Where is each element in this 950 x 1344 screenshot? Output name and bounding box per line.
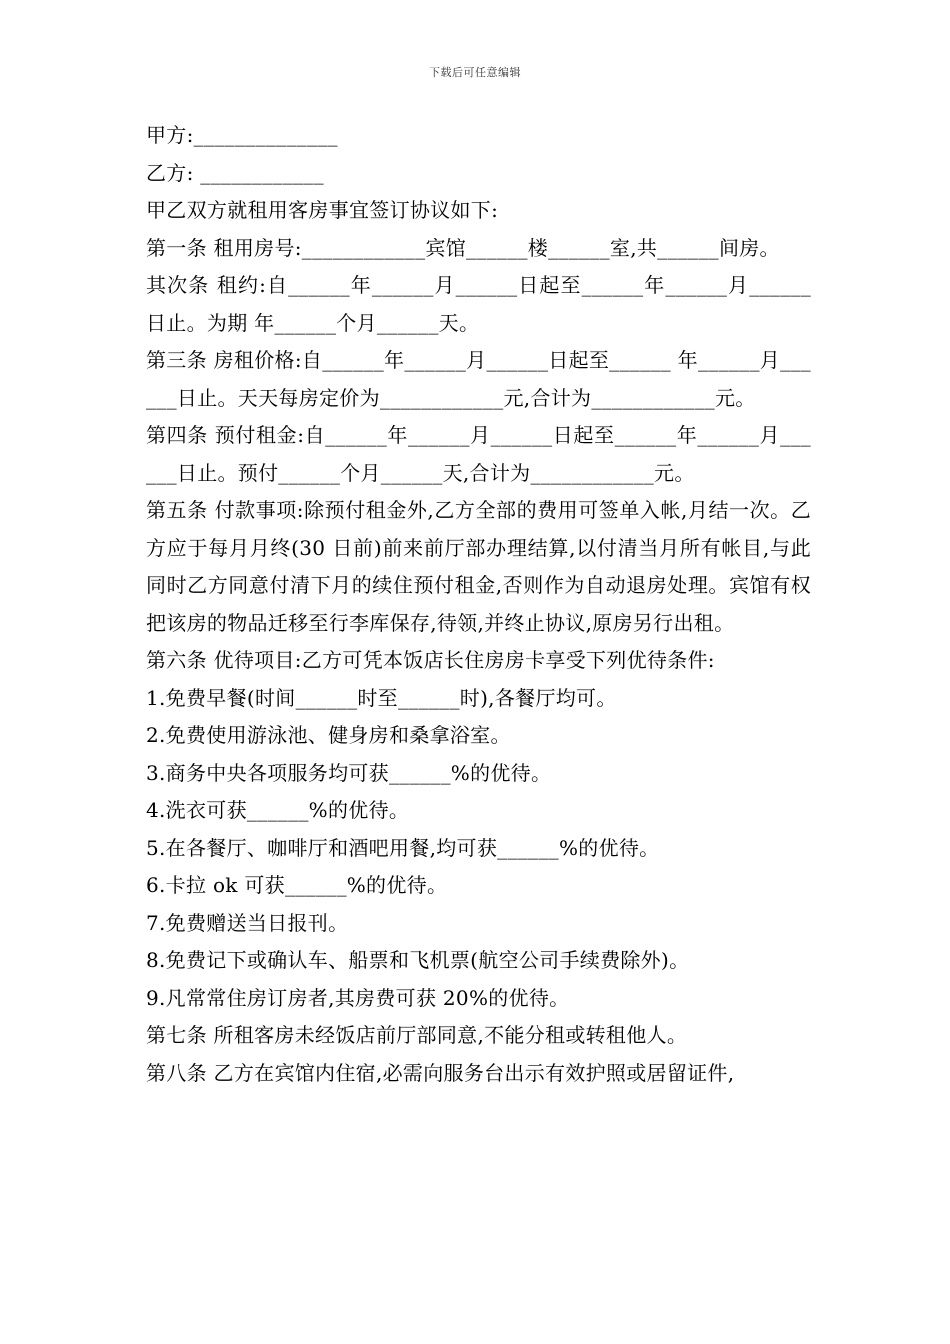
article-2: 其次条 租约:自______年______月______日起至______年______月______日止。为期 年______个月______天。 <box>146 273 811 335</box>
article-5: 第五条 付款事项:除预付租金外,乙方全部的费用可签单入帐,月结一次。乙方应于每月月终(30 日前)前来前厅部办理结算,以付清当月所有帐目,与此同时乙方同意付清下月的续住预付租金,否则作为自动退房处理。宾馆有权把该房的物品迁移至行李库保存,待领,并终止协议,原房另行出租。 <box>146 498 811 635</box>
contract-body <box>146 117 811 1092</box>
article-4: 第四条 预付租金:自______年______月______日起至______年______月______日止。预付______个月______天,合计为____________元。 <box>146 423 811 485</box>
benefit-item-3: 3.商务中央各项服务均可获______%的优待。 <box>146 760 552 785</box>
party-b-line: 乙方: ____________ <box>146 160 324 185</box>
article-8: 第八条 乙方在宾馆内住宿,必需向服务台出示有效护照或居留证件, <box>146 1060 735 1085</box>
benefit-item-9: 9.凡常常住房订房者,其房费可获 20%的优待。 <box>146 985 570 1010</box>
header-note: 下载后可任意编辑 <box>429 66 521 79</box>
article-1: 第一条 租用房号:____________宾馆______楼______室,共______间房。 <box>146 235 780 260</box>
article-7: 第七条 所租客房未经饭店前厅部同意,不能分租或转租他人。 <box>146 1023 688 1047</box>
benefit-item-8: 8.免费记下或确认车、船票和飞机票(航空公司手续费除外)。 <box>146 948 690 972</box>
party-a-line: 甲方:______________ <box>146 123 338 147</box>
benefit-item-5: 5.在各餐厅、咖啡厅和酒吧用餐,均可获______%的优待。 <box>146 835 660 860</box>
article-6: 第六条 优待项目:乙方可凭本饭店长住房房卡享受下列优待条件: <box>146 648 715 672</box>
intro-line: 甲乙双方就租用客房事宜签订协议如下: <box>146 198 499 222</box>
benefit-item-4: 4.洗衣可获______%的优待。 <box>146 798 410 822</box>
benefit-item-6: 6.卡拉 ok 可获______%的优待。 <box>146 873 448 897</box>
benefit-item-1: 1.免费早餐(时间______时至______时),各餐厅均可。 <box>146 685 617 710</box>
benefit-item-7: 7.免费赠送当日报刊。 <box>146 910 349 935</box>
article-3: 第三条 房租价格:自______年______月______日起至______ 年______月______日止。天天每房定价为____________元,合计为____________元。 <box>146 348 811 410</box>
benefit-item-2: 2.免费使用游泳池、健身房和桑拿浴室。 <box>146 723 511 747</box>
